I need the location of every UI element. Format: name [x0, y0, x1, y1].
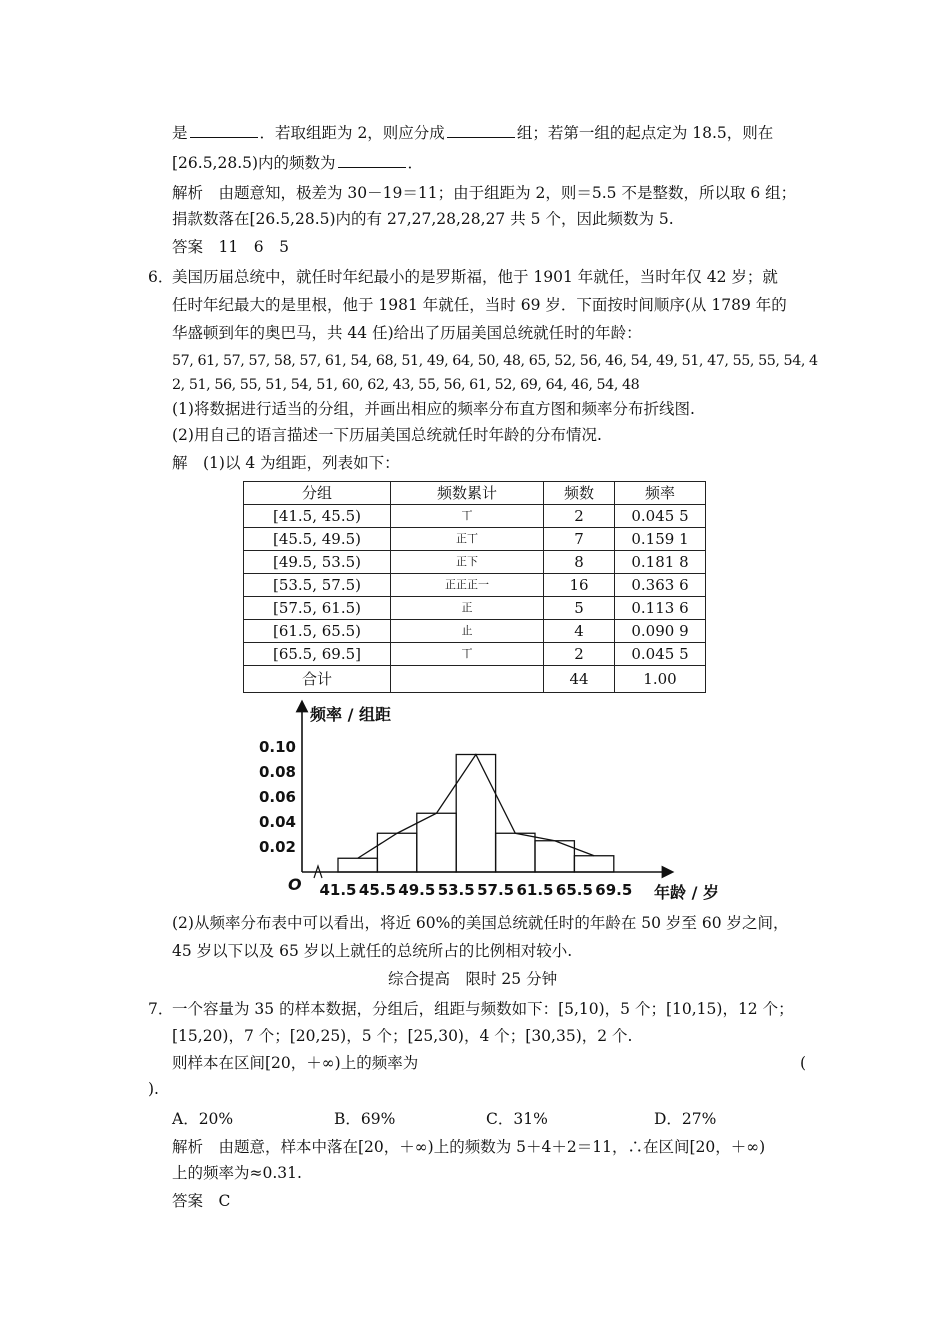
y-axis-label: 频率 / 组距: [310, 705, 391, 724]
count-cell: 4: [544, 620, 615, 643]
x-axis-label: 年龄 / 岁: [654, 883, 719, 902]
section-title: 综合提高 限时 25 分钟: [388, 970, 558, 988]
q6-data-2: 2, 51, 56, 55, 51, 54, 51, 60, 62, 43, 55, 56, 61, 52, 69, 64, 46, 54, 48: [172, 377, 640, 393]
group-cell: [49.5, 53.5): [244, 551, 391, 574]
table-header: 频率: [615, 482, 706, 505]
q5-analysis-2: 捐款数落在[26.5,28.5)内的有 27,27,28,28,27 共 5 个，因此频数为 5.: [172, 210, 674, 228]
tally-cell: 丅: [391, 643, 544, 666]
table-row: [244, 528, 706, 551]
table-row: [244, 574, 706, 597]
table-header-row: [244, 482, 706, 505]
x-ticks: [319, 881, 632, 899]
total-freq: 1.00: [615, 666, 706, 693]
freq-cell: 0.363 6: [615, 574, 706, 597]
option-d[interactable]: D．27%: [654, 1110, 717, 1128]
q6-text-1: 美国历届总统中，就任时年纪最小的是罗斯福，他于 1901 年就任，当时年仅 42 岁；就: [172, 268, 778, 286]
histogram-bar: [417, 813, 456, 872]
x-tick-label: 57.5: [477, 881, 515, 899]
count-cell: 8: [544, 551, 615, 574]
table-total-row: [244, 666, 706, 693]
q5-analysis-1: 解析 由题意知，极差为 30－19＝11；由于组距为 2，则＝5.5 不是整数，所以取 6 组；: [172, 184, 797, 202]
count-cell: 5: [544, 597, 615, 620]
y-tick-label: 0.10: [258, 738, 296, 756]
answer-blank[interactable]: [190, 123, 258, 138]
frequency-histogram: [258, 700, 730, 910]
tally-cell: 丅: [391, 505, 544, 528]
group-cell: [41.5, 45.5): [244, 505, 391, 528]
q7-analysis-1: 解析 由题意，样本中落在[20，＋∞)上的频数为 5＋4＋2＝11，∴在区间[20，＋∞): [172, 1138, 766, 1156]
frequency-table: [243, 481, 706, 693]
q6-data-1: 57, 61, 57, 57, 58, 57, 61, 54, 68, 51, 49, 64, 50, 48, 65, 52, 56, 46, 54, 49, 51, 47, 55, 55, 54, 4: [172, 353, 818, 369]
q7-text-2: [15,20)，7 个；[20,25)，5 个；[25,30)，4 个；[30,35)，2 个.: [172, 1027, 633, 1045]
group-cell: [65.5, 69.5]: [244, 643, 391, 666]
q7-answer-paren-open: (: [800, 1054, 807, 1072]
tally-cell: 正丅: [391, 528, 544, 551]
q7-number: 7．: [148, 1000, 174, 1018]
q5-answer: 答案 11 6 5: [172, 238, 289, 256]
q7-text-1: 一个容量为 35 的样本数据，分组后，组距与频数如下：[5,10)，5 个；[10,15)，12 个；: [172, 1000, 794, 1018]
answer-blank[interactable]: [447, 123, 515, 138]
total-count: 44: [544, 666, 615, 693]
q6-number: 6．: [148, 268, 174, 286]
table-row: [244, 620, 706, 643]
freq-cell: 0.045 5: [615, 643, 706, 666]
table-row: [244, 597, 706, 620]
option-b[interactable]: B．69%: [334, 1110, 396, 1128]
q7-answer-paren-close: ).: [148, 1080, 159, 1098]
freq-cell: 0.113 6: [615, 597, 706, 620]
tally-cell: 止: [391, 620, 544, 643]
q6-conclusion-1: (2)从频率分布表中可以看出，将近 60%的美国总统就任时的年龄在 50 岁至 60 岁之间，: [172, 914, 789, 932]
freq-cell: 0.090 9: [615, 620, 706, 643]
q6-conclusion-2: 45 岁以下以及 65 岁以上就任的总统所占的比例相对较小.: [172, 942, 573, 960]
q7-answer: 答案 C: [172, 1192, 231, 1210]
count-cell: 2: [544, 643, 615, 666]
tally-cell: 正: [391, 597, 544, 620]
x-tick-label: 49.5: [398, 881, 436, 899]
freq-cell: 0.181 8: [615, 551, 706, 574]
histogram-bar: [496, 833, 535, 872]
histogram-bars: [338, 755, 614, 873]
x-tick-label: 41.5: [319, 881, 357, 899]
count-cell: 16: [544, 574, 615, 597]
count-cell: 2: [544, 505, 615, 528]
group-cell: [45.5, 49.5): [244, 528, 391, 551]
q6-part-1: (1)将数据进行适当的分组，并画出相应的频率分布直方图和频率分布折线图.: [172, 400, 695, 418]
y-tick-label: 0.04: [258, 813, 296, 831]
y-tick-label: 0.08: [258, 763, 296, 781]
group-cell: [57.5, 61.5): [244, 597, 391, 620]
frequency-polyline: [358, 755, 594, 859]
tally-cell: 正正正一: [391, 574, 544, 597]
x-tick-label: 53.5: [437, 881, 475, 899]
table-header: 频数: [544, 482, 615, 505]
freq-cell: 0.159 1: [615, 528, 706, 551]
histogram-bar: [456, 755, 495, 873]
x-tick-label: 61.5: [516, 881, 554, 899]
q6-text-2: 任时年纪最大的是里根，他于 1981 年就任，当时 69 岁．下面按时间顺序(从 1789 年的: [172, 296, 787, 314]
group-cell: [61.5, 65.5): [244, 620, 391, 643]
x-tick-label: 45.5: [358, 881, 396, 899]
q7-text-3: 则样本在区间[20，＋∞)上的频率为: [172, 1054, 419, 1072]
histogram-bar: [574, 856, 613, 872]
freq-cell: 0.045 5: [615, 505, 706, 528]
histogram-bar: [377, 833, 416, 872]
table-row: [244, 643, 706, 666]
origin-label: O: [288, 875, 302, 894]
x-tick-label: 65.5: [555, 881, 593, 899]
x-tick-label: 69.5: [595, 881, 633, 899]
q6-part-2: (2)用自己的语言描述一下历届美国总统就任时年龄的分布情况.: [172, 426, 602, 444]
q5-line-2: [26.5,28.5)内的频数为 ．: [172, 154, 424, 172]
table-header: 频数累计: [391, 482, 544, 505]
y-tick-label: 0.06: [258, 788, 296, 806]
q6-text-3: 华盛顿到年的奥巴马，共 44 任)给出了历届美国总统就任时的年龄：: [172, 324, 642, 342]
tally-cell: 正下: [391, 551, 544, 574]
q6-solution-intro: 解 (1)以 4 为组距，列表如下：: [172, 454, 400, 472]
q7-analysis-2: 上的频率为≈0.31.: [172, 1164, 302, 1182]
histogram-bar: [338, 858, 377, 872]
answer-blank[interactable]: [338, 153, 406, 168]
group-cell: [53.5, 57.5): [244, 574, 391, 597]
table-header: 分组: [244, 482, 391, 505]
count-cell: 7: [544, 528, 615, 551]
total-tally: [391, 666, 544, 693]
option-a[interactable]: A．20%: [172, 1110, 234, 1128]
option-c[interactable]: C．31%: [486, 1110, 548, 1128]
table-row: [244, 505, 706, 528]
table-row: [244, 551, 706, 574]
total-label: 合计: [244, 666, 391, 693]
q5-line-1: 是 ．若取组距为 2，则应分成 组；若第一组的起点定为 18.5，则在: [172, 124, 774, 142]
y-tick-label: 0.02: [258, 838, 296, 856]
y-ticks: [259, 738, 296, 856]
